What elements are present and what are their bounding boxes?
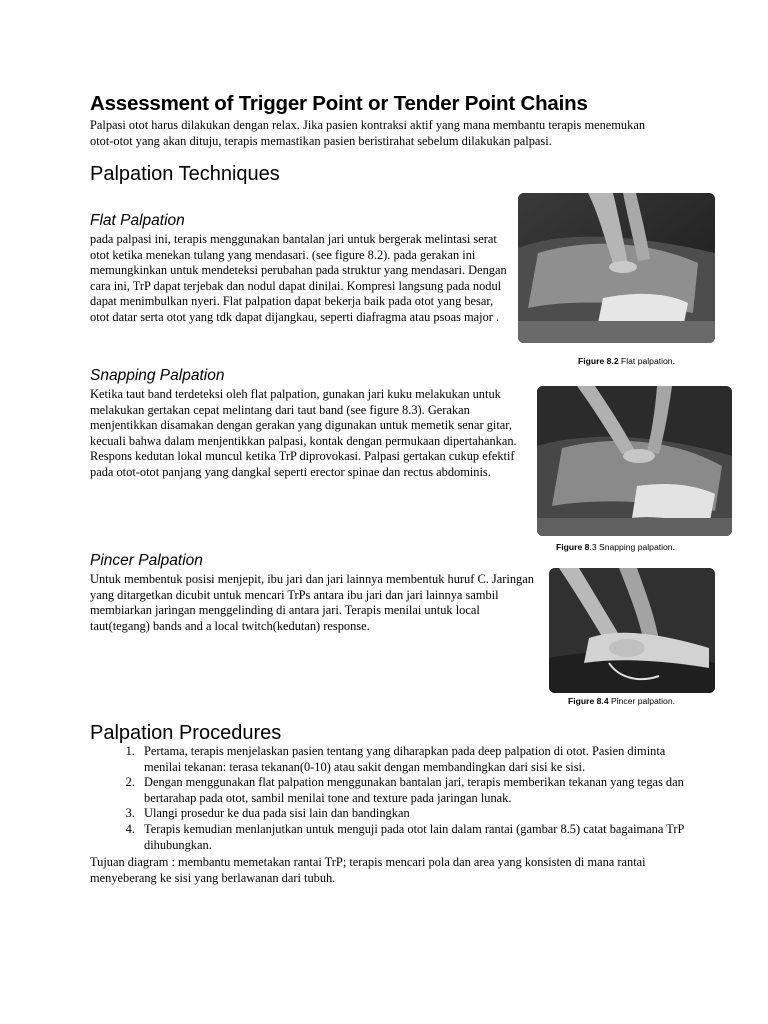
flat-palpation-text: pada palpasi ini, terapis menggunakan bantalan jari untuk bergerak melintasi serat otot ketika menekan tulang yang mendasari. (see figure 8.2). pada gerakan ini memungkinkan untuk mendeteksi perubahan pada struktur yang mendasari. Dengan cara ini, TrP dapat terjebak dan nodul dapat dinilai. Kompresi langsung pada nodul dapat menimbulkan nyeri. Flat palpation dapat bekerja baik pada otot yang besar, otot datar serta otot yang tdk dapat dijangkau, seperti diafragma atau psoas major .	[90, 232, 507, 324]
snapping-palpation-photo	[537, 386, 732, 536]
section-heading-techniques: Palpation Techniques	[90, 163, 280, 185]
flat-palpation-photo	[518, 193, 715, 343]
procedure-step: 4. Terapis kemudian menlanjutkan untuk menguji pada otot lain dalam rantai (gambar 8.5) catat bagaimana TrP dihubungkan.	[138, 822, 698, 853]
figure-8-4-caption	[568, 696, 675, 706]
figure-8-2-number: Figure 8.2	[578, 356, 619, 366]
figure-8-3-text: .3 Snapping palpation.	[589, 542, 675, 552]
procedure-step: 2. Dengan menggunakan flat palpation menggunakan bantalan jari, terapis memberikan tekanan yang tegas dan bertarahap pada otot, sambil menilai tone and texture pada jaringan lunak.	[138, 775, 698, 806]
procedure-step: 1. Pertama, terapis menjelaskan pasien tentang yang diharapkan pada deep palpation di otot. Pasien diminta menilai tekanan: terasa tekanan(0-10) atau sakit dengan membandingkan dari sisi ke sisi.	[138, 744, 698, 775]
figure-8-3-caption	[556, 542, 675, 552]
page-title: Assessment of Trigger Point or Tender Point Chains	[90, 92, 588, 115]
subheading-pincer-palpation: Pincer Palpation	[90, 552, 203, 569]
pincer-palpation-photo	[549, 568, 715, 693]
figure-8-4-number: Figure 8.4	[568, 696, 609, 706]
figure-8-2-caption	[578, 356, 675, 366]
subheading-flat-palpation: Flat Palpation	[90, 212, 185, 229]
subheading-snapping-palpation: Snapping Palpation	[90, 367, 225, 384]
figure-8-4-text: Pincer palpation.	[608, 696, 675, 706]
intro-paragraph: Palpasi otot harus dilakukan dengan relax. Jika pasien kontraksi aktif yang mana membantu terapis menemukan otot-otot yang akan dituju, terapis memastikan pasien beristirahat sebelum dilakukan palpasi.	[90, 118, 646, 148]
section-heading-procedures: Palpation Procedures	[90, 722, 282, 744]
procedure-steps-list	[110, 744, 698, 853]
procedure-step: 3. Ulangi prosedur ke dua pada sisi lain dan bandingkan	[138, 806, 698, 822]
figure-8-2-text: Flat palpation.	[618, 356, 675, 366]
procedures-conclusion: Tujuan diagram : membantu memetakan rantai TrP; terapis mencari pola dan area yang konsisten di mana rantai menyeberang ke sisi yang berlawanan dari tubuh.	[90, 855, 646, 885]
pincer-palpation-text: Untuk membentuk posisi menjepit, ibu jari dan jari lainnya membentuk huruf C. Jaringan yang ditargetkan dicubit untuk mencari TrPs antara ibu jari dan jari lainnya sambil membiarkan jaringan menggelinding di antara jari. Terapis menilai untuk local taut(tegang) bands and a local twitch(kedutan) response.	[90, 572, 534, 633]
figure-8-3-number: Figure 8	[556, 542, 590, 552]
snapping-palpation-text: Ketika taut band terdeteksi oleh flat palpation, gunakan jari kuku melakukan untuk melakukan gertakan cepat melintang dari taut band (see figure 8.3). Gerakan menjentikkan disamakan dengan gerakan yang digunakan untuk memetik senar gitar, kecuali bahwa dalam menjentikkan palpasi, kontak dengan permukaan dipertahankan. Respons kedutan lokal muncul ketika TrP diprovokasi. Palpasi gertakan cukup efektif pada otot-otot panjang yang dangkal seperti erector spinae dan rectus abdominis.	[90, 387, 517, 479]
